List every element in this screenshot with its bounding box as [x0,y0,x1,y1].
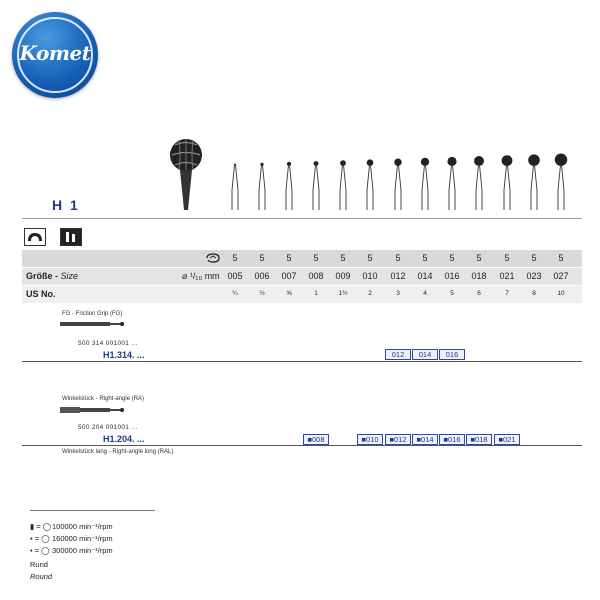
legend-item-160000: ▪ = ◯ 160000 min⁻¹/rpm [30,534,113,543]
size-cell: 012 [390,271,406,281]
ra-size-available[interactable]: ■012 [385,434,411,445]
fg-divider [22,361,582,362]
package-icon [206,253,220,263]
fg-article-number: H1.314. ... [103,350,145,360]
us-number-cell: 1 [314,290,318,297]
size-cell: 009 [335,271,351,281]
magnified-bur-head [170,139,202,210]
ra-bur-icon [58,404,148,416]
title-divider [22,218,582,219]
grip-type-icon [24,228,46,246]
us-number-cell: 10 [557,290,565,297]
bur-size-drawing [313,161,319,210]
us-number-cell: 6 [477,290,481,297]
bur-size-drawing [367,159,374,210]
us-number-cell: 7 [505,290,509,297]
ra-size-available[interactable]: ■021 [494,434,520,445]
pack-quantity-cell: 5 [476,253,482,263]
bur-size-drawing [340,160,346,210]
ra-order-code: 500 204 001001 ... [78,424,138,431]
ra-article-number: H1.204. ... [103,434,145,444]
pack-quantity-cell: 5 [504,253,510,263]
pack-quantity-cell: 5 [531,253,537,263]
ra-size-available[interactable]: ■016 [439,434,465,445]
bur-size-drawing [259,163,265,210]
us-number-cell: 1½ [338,290,348,297]
pack-quantity-cell: 5 [367,253,373,263]
us-number-cell: 2 [368,290,372,297]
ra-size-available[interactable]: ■010 [357,434,383,445]
legend-item-300000: • = ◯ 300000 min⁻¹/rpm [30,546,113,555]
us-number-cell: ⅝ [286,290,292,297]
bur-size-drawing [555,154,567,210]
ra-divider [22,445,582,446]
pack-quantity-cell: 5 [286,253,292,263]
size-cell: 008 [308,271,324,281]
komet-logo: Komet [12,12,98,98]
size-cell: 021 [499,271,515,281]
fg-bur-icon [58,319,148,329]
ra-size-available[interactable]: ■018 [466,434,492,445]
pack-quantity-cell: 5 [313,253,319,263]
size-cell: 014 [417,271,433,281]
fg-size-available[interactable]: 016 [439,349,465,360]
size-row [22,268,582,285]
material-icon [60,228,82,246]
bur-size-drawing [502,155,513,210]
us-number-cell: 4 [423,290,427,297]
pack-quantity-cell: 5 [558,253,564,263]
bur-size-drawing [528,154,540,210]
section-ral-title: Winkelstück lang - Right-angle long (RAL) [62,449,174,455]
size-cell: 006 [254,271,270,281]
section-fg-title: FG - Friction Grip (FG) [62,311,123,317]
bur-size-drawing [286,162,292,210]
size-cell: 010 [362,271,378,281]
us-number-cell: 8 [532,290,536,297]
us-number-cell: 5 [450,290,454,297]
us-number-row [22,286,582,303]
size-unit: ⌀ ¹/₁₀ mm [182,271,220,281]
bur-size-drawing [474,156,484,210]
size-cell: 018 [471,271,487,281]
ra-size-available[interactable]: ■014 [412,434,438,445]
product-title: H 1 [52,197,80,213]
pack-quantity-cell: 5 [340,253,346,263]
shape-label-en: Round [30,572,53,581]
pack-quantity-cell: 5 [395,253,401,263]
bur-illustrations [0,0,600,240]
bur-size-drawing [394,159,401,210]
size-cell: 007 [281,271,297,281]
fg-size-available[interactable]: 014 [412,349,438,360]
us-number-cell: 3 [396,290,400,297]
pack-quantity-cell: 5 [449,253,455,263]
legend-item-100000: ▮ = ◯100000 min⁻¹/rpm [30,522,113,531]
us-number-cell: ½ [259,290,265,297]
size-cell: 023 [526,271,542,281]
bur-size-drawing [421,158,429,210]
size-cell: 027 [553,271,569,281]
size-cell: 016 [444,271,460,281]
pack-quantity-cell: 5 [422,253,428,263]
size-cell: 005 [227,271,243,281]
pack-quantity-cell: 5 [259,253,265,263]
pack-quantity-cell: 5 [232,253,238,263]
us-label: US No. [26,289,56,299]
size-label: Größe - Size [26,271,79,281]
ra-size-available[interactable]: ■008 [303,434,329,445]
legend-divider [30,510,155,511]
bur-size-drawing [447,157,456,210]
shape-label-de: Rund [30,560,48,569]
us-number-cell: ¼ [232,290,238,297]
section-ra-title: Winkelstück - Right-angle (RA) [62,396,145,402]
fg-size-available[interactable]: 012 [385,349,411,360]
pack-quantity-row [22,250,582,267]
bur-size-drawing [232,164,238,210]
fg-order-code: 500 314 001001 ... [78,340,138,347]
